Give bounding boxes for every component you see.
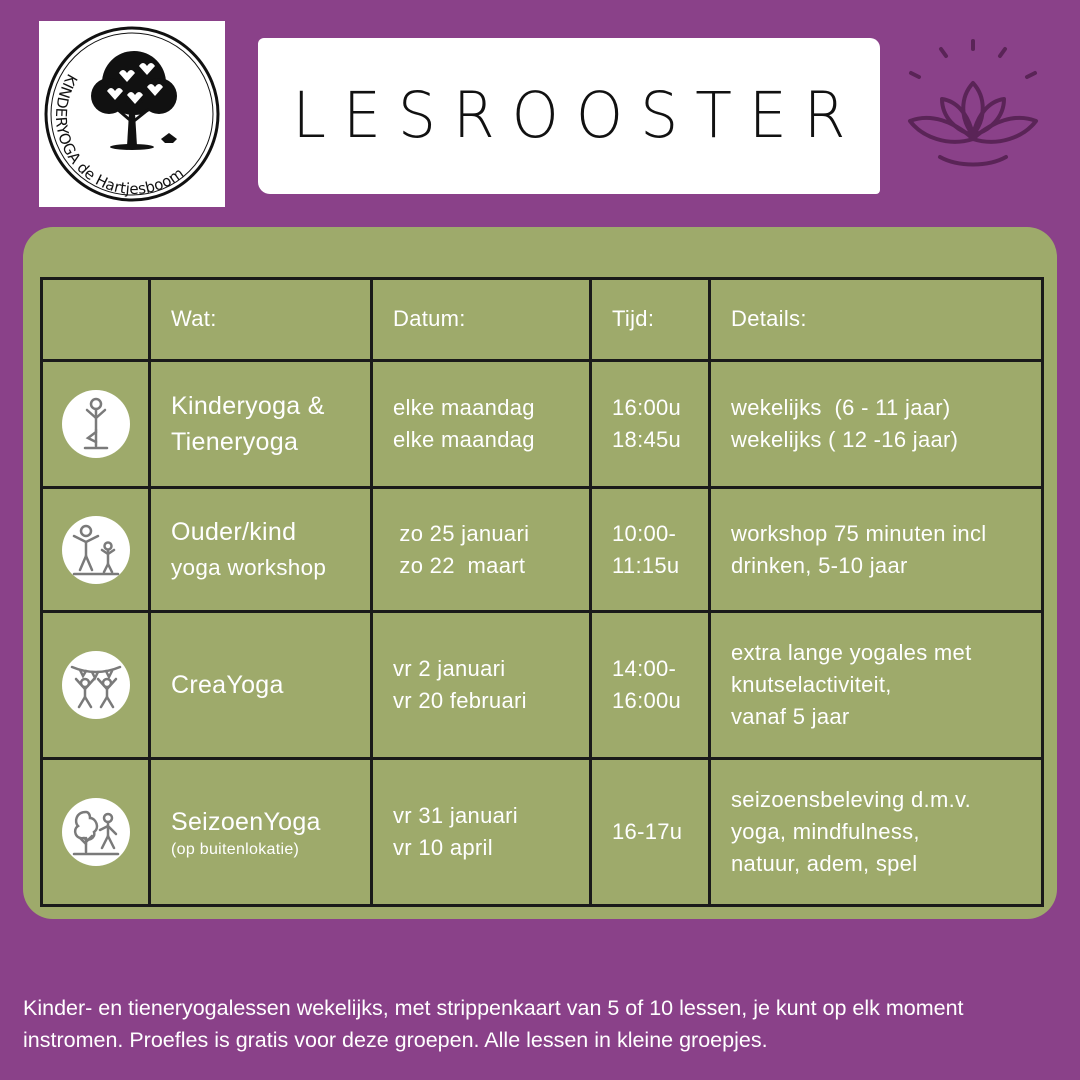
row-name-line: SeizoenYoga bbox=[171, 808, 321, 837]
row-datum-cell bbox=[372, 612, 591, 759]
row-details-cell bbox=[710, 612, 1043, 759]
row-datum-line: zo 25 januari bbox=[393, 520, 530, 546]
header-details: Details: bbox=[710, 279, 1043, 361]
row-name-line: Tieneryoga bbox=[171, 427, 299, 456]
table-row bbox=[42, 612, 1043, 759]
footer-text: Kinder- en tieneryogalessen wekelijks, met strippenkaart van 5 of 10 lessen, je kunt op elk moment instromen. Proefles is gratis voor deze groepen. Alle lessen in kleine groepjes. bbox=[23, 996, 964, 1052]
header-empty-cell bbox=[42, 279, 150, 361]
lotus-icon bbox=[898, 35, 1048, 185]
table-header-row bbox=[42, 279, 1043, 361]
row-details-line: extra lange yogales met bbox=[731, 640, 972, 666]
outdoor-yoga-icon bbox=[62, 798, 130, 866]
row-tijd-cell bbox=[591, 612, 710, 759]
row-details-line: yoga, mindfulness, bbox=[731, 819, 920, 845]
row-tijd-line: 11:15u bbox=[612, 552, 680, 578]
header-wat: Wat: bbox=[150, 279, 372, 361]
row-icon-cell bbox=[42, 612, 150, 759]
row-tijd-line: 18:45u bbox=[612, 426, 682, 452]
row-datum-line: vr 31 januari bbox=[393, 803, 518, 829]
row-datum-line: zo 22 maart bbox=[393, 552, 526, 578]
row-details-cell bbox=[710, 360, 1043, 488]
row-details-line: drinken, 5-10 jaar bbox=[731, 552, 908, 578]
row-name-line: Ouder/kind bbox=[171, 517, 297, 546]
row-tijd-line: 10:00- bbox=[612, 520, 677, 546]
row-icon-cell bbox=[42, 360, 150, 488]
row-name-line: CreaYoga bbox=[171, 671, 284, 700]
row-name-line: Kinderyoga & bbox=[171, 391, 325, 420]
row-datum-line: vr 20 februari bbox=[393, 688, 527, 714]
page-title: LESROOSTER bbox=[292, 79, 863, 153]
row-tijd-cell bbox=[591, 488, 710, 612]
row-datum-cell bbox=[372, 759, 591, 906]
row-datum-line: elke maandag bbox=[393, 394, 535, 420]
row-name-cell bbox=[150, 759, 372, 906]
tree-pose-yoga-icon bbox=[62, 390, 130, 458]
row-tijd-cell bbox=[591, 360, 710, 488]
svg-text:KINDERYOGA de Hartjesboom bbox=[52, 71, 187, 198]
row-datum-cell bbox=[372, 360, 591, 488]
row-details-line: knutselactiviteit, bbox=[731, 672, 892, 698]
row-datum-line: vr 2 januari bbox=[393, 656, 506, 682]
row-details-line: seizoensbeleving d.m.v. bbox=[731, 787, 972, 813]
row-details-line: wekelijks (6 - 11 jaar) bbox=[731, 394, 951, 420]
row-name-cell bbox=[150, 612, 372, 759]
row-name-cell bbox=[150, 488, 372, 612]
row-icon-cell bbox=[42, 759, 150, 906]
crea-yoga-icon bbox=[62, 651, 130, 719]
row-details-cell bbox=[710, 488, 1043, 612]
row-name-line: yoga workshop bbox=[171, 554, 327, 580]
row-details-cell bbox=[710, 759, 1043, 906]
row-name-cell bbox=[150, 360, 372, 488]
logo bbox=[39, 21, 225, 207]
row-icon-cell bbox=[42, 488, 150, 612]
row-name-sub: (op buitenlokatie) bbox=[171, 841, 300, 859]
row-tijd-line: 14:00- bbox=[612, 656, 677, 682]
row-tijd-cell bbox=[591, 759, 710, 906]
row-details-line: natuur, adem, spel bbox=[731, 851, 918, 877]
table-row bbox=[42, 360, 1043, 488]
logo-text bbox=[39, 21, 225, 207]
schedule-table bbox=[40, 277, 1044, 907]
row-details-line: wekelijks ( 12 -16 jaar) bbox=[731, 426, 959, 452]
parent-child-yoga-icon bbox=[62, 516, 130, 584]
row-details-line: workshop 75 minuten incl bbox=[731, 520, 987, 546]
table-row bbox=[42, 759, 1043, 906]
table-row bbox=[42, 488, 1043, 612]
row-tijd-line: 16-17u bbox=[612, 819, 683, 845]
row-datum-line: elke maandag bbox=[393, 426, 535, 452]
row-datum-line: vr 10 april bbox=[393, 835, 493, 861]
header-tijd: Tijd: bbox=[591, 279, 710, 361]
header-datum: Datum: bbox=[372, 279, 591, 361]
row-details-line: vanaf 5 jaar bbox=[731, 704, 850, 730]
row-tijd-line: 16:00u bbox=[612, 394, 682, 420]
logo-arc-text: KINDERYOGA de Hartjesboom bbox=[51, 70, 188, 198]
title-banner bbox=[258, 38, 880, 194]
row-datum-cell bbox=[372, 488, 591, 612]
row-tijd-line: 16:00u bbox=[612, 688, 682, 714]
